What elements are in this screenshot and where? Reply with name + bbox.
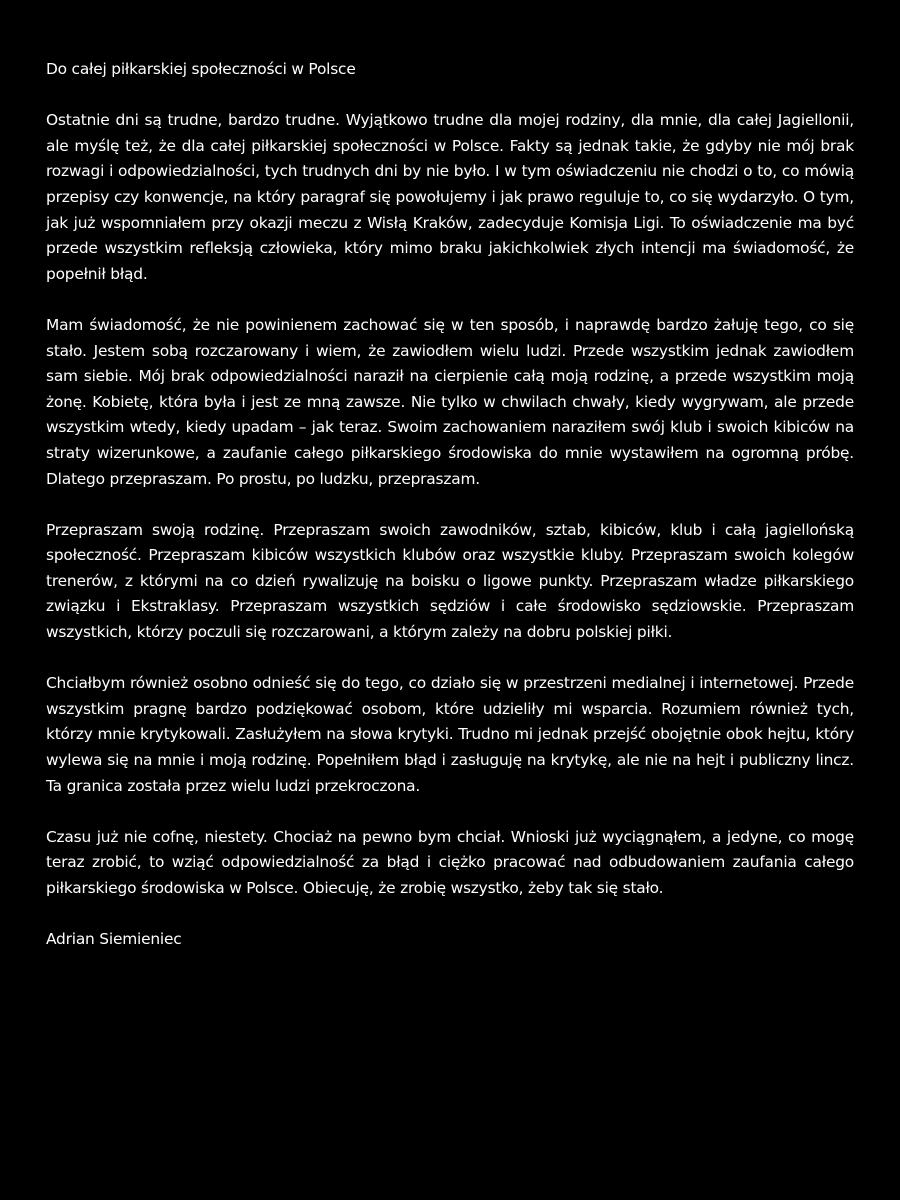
paragraph-1: Ostatnie dni są trudne, bardzo trudne. Wyjątkowo trudne dla mojej rodziny, dla mnie, dla całej Jagiellonii, ale myślę też, że dla całej piłkarskiej społeczności w Polsce. Fakty są jednak takie, że gdyby nie mój brak rozwagi i odpowiedzialności, tych trudnych dni by nie było. I w tym oświadczeniu nie chodzi o to, co mówią przepisy czy konwencje, na który paragraf się powołujemy i jak prawo reguluje to, co się wydarzyło. O tym, jak już wspomniałem przy okazji meczu z Wisłą Kraków, zadecyduje Komisja Ligi. To oświadczenie ma być przede wszystkim refleksją człowieka, który mimo braku jakichkolwiek złych intencji ma świadomość, że popełnił błąd. bbox=[46, 111, 854, 283]
paragraph-2: Mam świadomość, że nie powinienem zachować się w ten sposób, i naprawdę bardzo żałuję tego, co się stało. Jestem sobą rozczarowany i wiem, że zawiodłem wielu ludzi. Przede wszystkim jednak zawiodłem sam siebie. Mój brak odpowiedzialności naraził na cierpienie całą moją rodzinę, a przede wszystkim moją żonę. Kobietę, która była i jest ze mną zawsze. Nie tylko w chwilach chwały, kiedy wygrywam, ale przede wszystkim wtedy, kiedy upadam – jak teraz. Swoim zachowaniem naraziłem swój klub i swoich kibiców na straty wizerunkowe, a zaufanie całego piłkarskiego środowiska do mnie wystawiłem na ogromną próbę. Dlatego przepraszam. Po prostu, po ludzku, przepraszam. bbox=[46, 315, 854, 488]
paragraph-4: Chciałbym również osobno odnieść się do tego, co działo się w przestrzeni medialnej i internetowej. Przede wszystkim pragnę bardzo podziękować osobom, które udzieliły mi wsparcia. Rozumiem również tych, którzy mnie krytykowali. Zasłużyłem na słowa krytyki. Trudno mi jednak przejść obojętnie obok hejtu, który wylewa się na mnie i moją rodzinę. Popełniłem błąd i zasługuję na krytykę, ale nie na hejt i publiczny lincz. Ta granica została przez wielu ludzi przekroczona. bbox=[46, 674, 854, 795]
paragraph-3: Przepraszam swoją rodzinę. Przepraszam swoich zawodników, sztab, kibiców, klub i całą jagiellońską społeczność. Przepraszam kibiców wszystkich klubów oraz wszystkie kluby. Przepraszam swoich kolegów trenerów, z którymi na co dzień rywalizuję na boisku o ligowe punkty. Przepraszam władze piłkarskiego związku i Ekstraklasy. Przepraszam wszystkich sędziów i całe środowisko sędziowskie. Przepraszam wszystkich, którzy poczuli się rozczarowani, a którym zależy na dobru polskiej piłki. bbox=[46, 520, 854, 642]
paragraph-5: Czasu już nie cofnę, niestety. Chociaż na pewno bym chciał. Wnioski już wyciągnąłem, a jedyne, co mogę teraz zrobić, to wziąć odpowiedzialność za błąd i ciężko pracować nad odbudowaniem zaufania całego piłkarskiego środowiska w Polsce. Obiecuję, że zrobię wszystko, żeby tak się stało. bbox=[46, 827, 854, 897]
letter-heading: Do całej piłkarskiej społeczności w Polsce bbox=[46, 60, 356, 78]
statement-letter bbox=[46, 57, 854, 953]
signature: Adrian Siemieniec bbox=[46, 930, 182, 949]
